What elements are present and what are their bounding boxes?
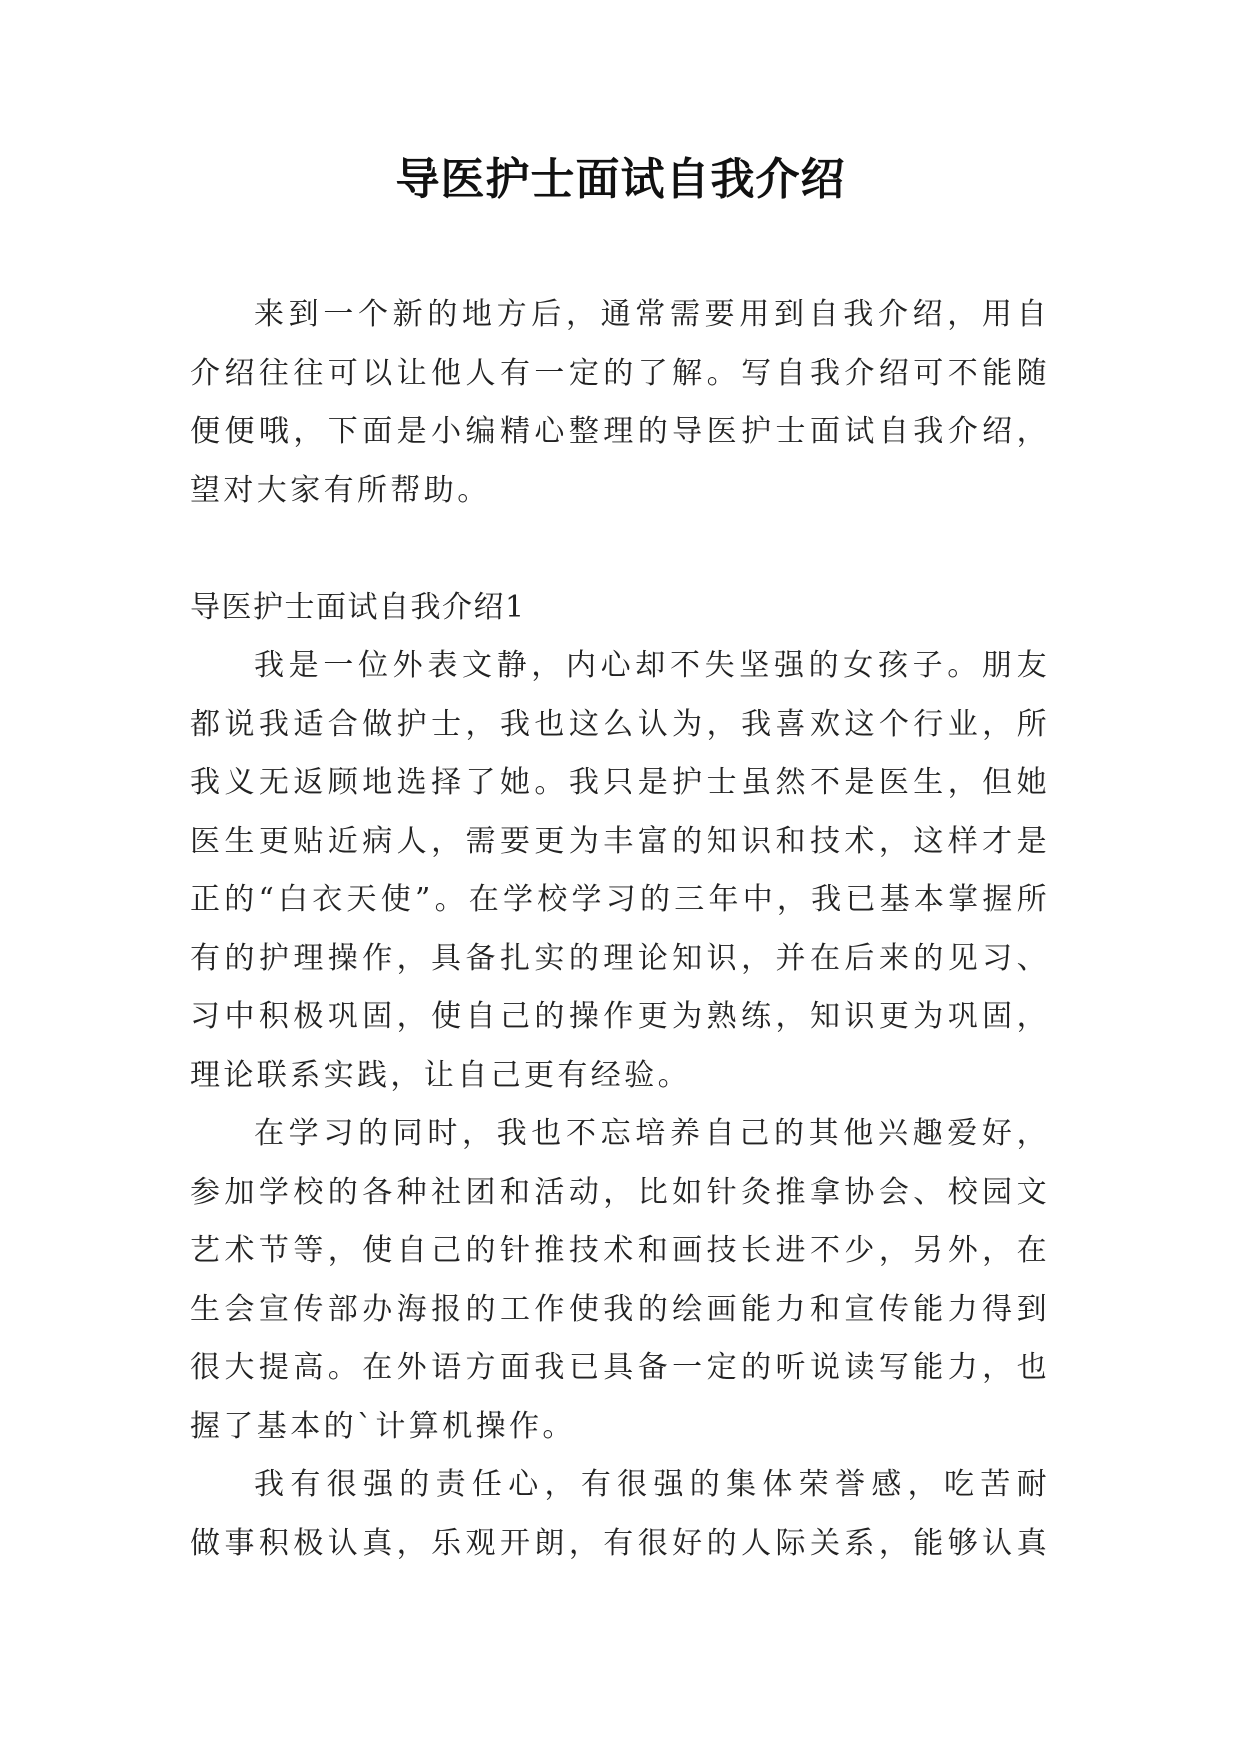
paragraph-line: 艺术节等，使自己的针推技术和画技长进不少，另外，在 <box>190 1233 1050 1268</box>
paragraph-line: 我是一位外表文静，内心却不失坚强的女孩子。朋友 <box>254 648 1050 683</box>
section-heading: 导医护士面试自我介绍1 <box>190 589 526 625</box>
paragraph-line: 参加学校的各种社团和活动，比如针灸推拿协会、校园文 <box>190 1174 1050 1210</box>
paragraph-line: 握了基本的`计算机操作。 <box>190 1408 576 1444</box>
paragraph-spacer <box>190 520 1050 579</box>
paragraph-line: 我有很强的责任心，有很强的集体荣誉感，吃苦耐 <box>254 1467 1050 1502</box>
intro-line: 便便哦，下面是小编精心整理的导医护士面试自我介绍， <box>190 414 1050 449</box>
document-body <box>190 286 1050 1573</box>
paragraph-line: 有的护理操作，具备扎实的理论知识，并在后来的见习、 <box>190 940 1050 976</box>
paragraph-line: 很大提高。在外语方面我已具备一定的听说读写能力，也 <box>190 1350 1050 1385</box>
paragraph-line: 正的“白衣天使”。在学校学习的三年中，我已基本掌握所 <box>190 882 1050 917</box>
intro-line: 望对大家有所帮助。 <box>190 472 491 508</box>
paragraph-line: 理论联系实践，让自己更有经验。 <box>190 1057 691 1093</box>
paragraph-3 <box>190 1456 1050 1573</box>
paragraph-line: 我义无返顾地选择了她。我只是护士虽然不是医生，但她 <box>190 765 1050 800</box>
document-title: 导医护士面试自我介绍 <box>395 154 846 205</box>
intro-line: 介绍往往可以让他人有一定的了解。写自我介绍可不能随 <box>190 355 1050 391</box>
paragraph-line: 做事积极认真，乐观开朗，有很好的人际关系，能够认真 <box>190 1525 1050 1561</box>
paragraph-line: 在学习的同时，我也不忘培养自己的其他兴趣爱好， <box>254 1116 1050 1151</box>
paragraph-line: 医生更贴近病人，需要更为丰富的知识和技术，这样才是 <box>190 823 1050 859</box>
paragraph-line: 都说我适合做护士，我也这么认为，我喜欢这个行业，所 <box>190 706 1050 742</box>
paragraph-line: 习中积极巩固，使自己的操作更为熟练，知识更为巩固， <box>190 999 1050 1034</box>
paragraph-2 <box>190 1105 1050 1456</box>
paragraph-1 <box>190 637 1050 1105</box>
intro-line: 来到一个新的地方后，通常需要用到自我介绍，用自 <box>254 297 1050 332</box>
paragraph-line: 生会宣传部办海报的工作使我的绘画能力和宣传能力得到 <box>190 1291 1050 1327</box>
intro-paragraph <box>190 286 1050 520</box>
